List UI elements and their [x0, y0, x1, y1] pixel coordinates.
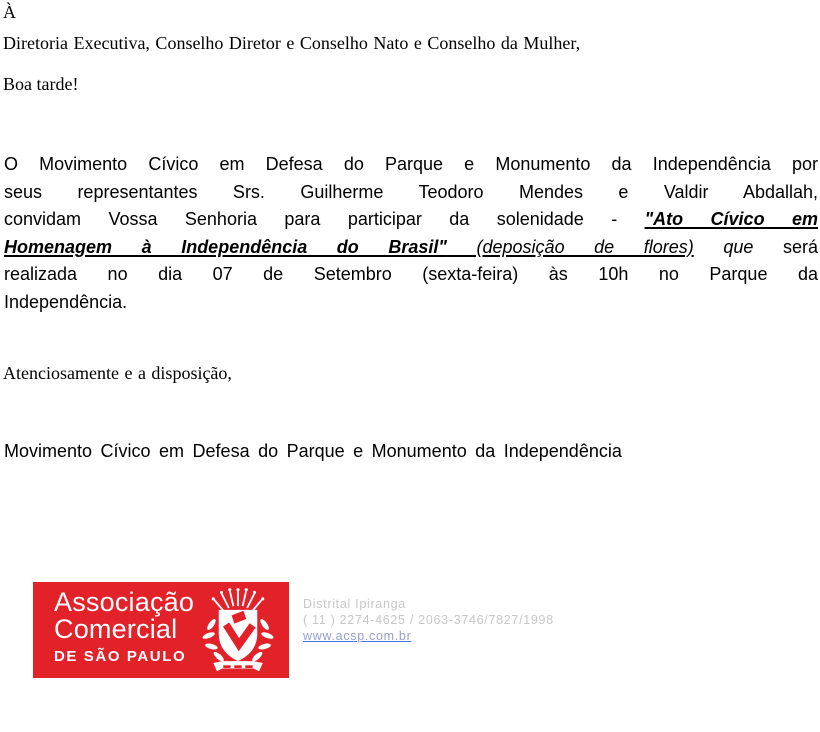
body-text: convidam Vossa Senhoria para participar da solenidade -	[4, 209, 645, 229]
body-text: realizada no dia 07 de Setembro (sexta-feira) às 10h no Parque da	[4, 264, 818, 284]
body-text-italic: que	[693, 236, 754, 257]
event-title-highlight: "Ato Cívico em	[644, 209, 818, 229]
body-line	[4, 179, 818, 207]
body-text: será	[753, 236, 818, 257]
acsp-logo	[33, 582, 289, 678]
sao-paulo-crest-icon	[192, 586, 284, 674]
signature-text: Movimento Cívico em Defesa do Parque e Monumento da Independência	[4, 441, 622, 461]
salutation-to: À	[3, 2, 16, 22]
event-title-highlight: Homenagem à Independência do Brasil"	[4, 236, 447, 257]
contact-block	[303, 597, 554, 644]
body-line	[4, 206, 818, 234]
logo-line-2: Comercial	[54, 614, 178, 644]
body-text: Independência.	[4, 291, 128, 312]
event-parenthetical: (deposição de flores)	[446, 236, 694, 257]
logo-line-3: DE SÃO PAULO	[54, 648, 187, 665]
contact-district: Distrital Ipiranga	[303, 597, 406, 611]
contact-phones: ( 11 ) 2274-4625 / 2063-3746/7827/1998	[303, 612, 554, 627]
body-line	[4, 289, 818, 317]
closing-text: Atenciosamente e a disposição,	[3, 363, 232, 383]
body-line	[4, 151, 818, 179]
salutation-recipients: Diretoria Executiva, Conselho Diretor e Conselho Nato e Conselho da Mulher,	[3, 33, 581, 53]
acsp-logo-text	[54, 589, 194, 665]
body-text: seus representantes Srs. Guilherme Teodoro Mendes e Valdir Abdallah,	[4, 181, 818, 202]
body-text: O Movimento Cívico em Defesa do Parque e Monumento da Independência por	[4, 154, 818, 174]
body-paragraph	[4, 151, 818, 316]
greeting-text: Boa tarde!	[3, 74, 79, 94]
body-line	[4, 234, 818, 262]
website-link[interactable]: www.acsp.com.br	[303, 628, 412, 643]
logo-line-1: Associação	[54, 587, 195, 617]
salutation	[3, 0, 580, 59]
body-line	[4, 261, 818, 289]
